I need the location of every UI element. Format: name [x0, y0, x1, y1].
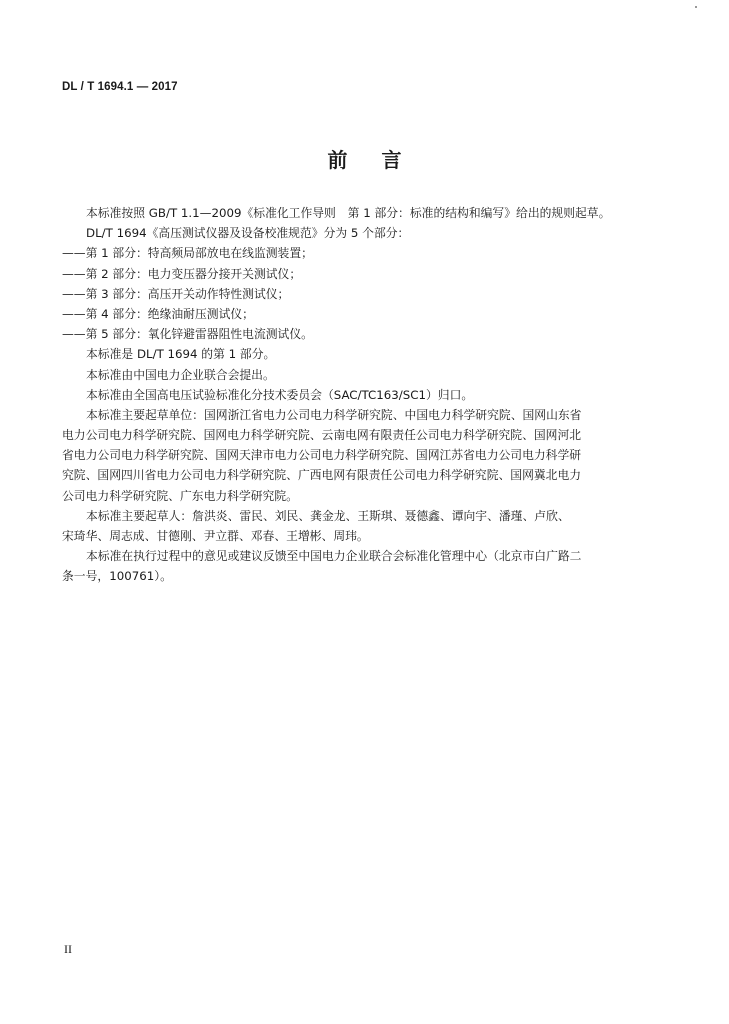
paragraph-drafting-rules: 本标准按照 GB/T 1.1—2009《标准化工作导则 第 1 部分：标准的结构和编写》给出的规则起草。 — [86, 206, 611, 220]
paragraph-centralized-unit: 本标准由全国高电压试验标准化分技术委员会（SAC/TC163/SC1）归口。 — [86, 387, 474, 402]
paragraph-feedback-line-1: 本标准在执行过程中的意见或建议反馈至中国电力企业联合会标准化管理中心（北京市白广路二 — [86, 549, 582, 564]
page-number: II — [64, 942, 72, 956]
paragraph-drafting-units-line-1: 本标准主要起草单位：国网浙江省电力公司电力科学研究院、中国电力科学研究院、国网山东省 — [86, 407, 582, 422]
foreword-body — [62, 203, 667, 587]
list-item-part-2: ——第 2 部分：电力变压器分接开关测试仪； — [62, 266, 302, 281]
paragraph-proposer: 本标准由中国电力企业联合会提出。 — [86, 367, 275, 382]
document-code: DL / T 1694.1 — 2017 — [62, 81, 178, 93]
paragraph-series-parts: DL/T 1694《高压测试仪器及设备校准规范》分为 5 个部分： — [86, 226, 410, 241]
paragraph-drafting-units-line-5: 公司电力科学研究院、广东电力科学研究院。 — [62, 488, 298, 503]
list-item-part-1: ——第 1 部分：特高频局部放电在线监测装置； — [62, 246, 313, 261]
list-item-part-3: ——第 3 部分：高压开关动作特性测试仪； — [62, 286, 290, 301]
paragraph-drafters-line-2: 宋琦华、周志成、甘德刚、尹立群、邓春、王增彬、周玮。 — [62, 529, 369, 543]
list-item-part-5: ——第 5 部分：氧化锌避雷器阻性电流测试仪。 — [62, 327, 313, 342]
list-item-part-4: ——第 4 部分：绝缘油耐压测试仪； — [62, 306, 254, 321]
paragraph-drafting-units-line-4: 究院、国网四川省电力公司电力科学研究院、广西电网有限责任公司电力科学研究院、国网冀北电力 — [62, 468, 582, 483]
paragraph-feedback-line-2: 条一号，100761）。 — [62, 569, 172, 584]
paragraph-drafters-line-1: 本标准主要起草人：詹洪炎、雷民、刘民、龚金龙、王斯琪、聂德鑫、谭向宇、潘瑾、卢欣、 — [86, 508, 570, 523]
paragraph-drafting-units-line-2: 电力公司电力科学研究院、国网电力科学研究院、云南电网有限责任公司电力科学研究院、国网河北 — [62, 428, 582, 443]
page-title: 前言 — [327, 148, 436, 172]
paragraph-part-statement: 本标准是 DL/T 1694 的第 1 部分。 — [86, 347, 276, 362]
scan-mark — [695, 6, 697, 8]
paragraph-drafting-units-line-3: 省电力公司电力科学研究院、国网天津市电力公司电力科学研究院、国网江苏省电力公司电力科学研 — [62, 448, 582, 463]
